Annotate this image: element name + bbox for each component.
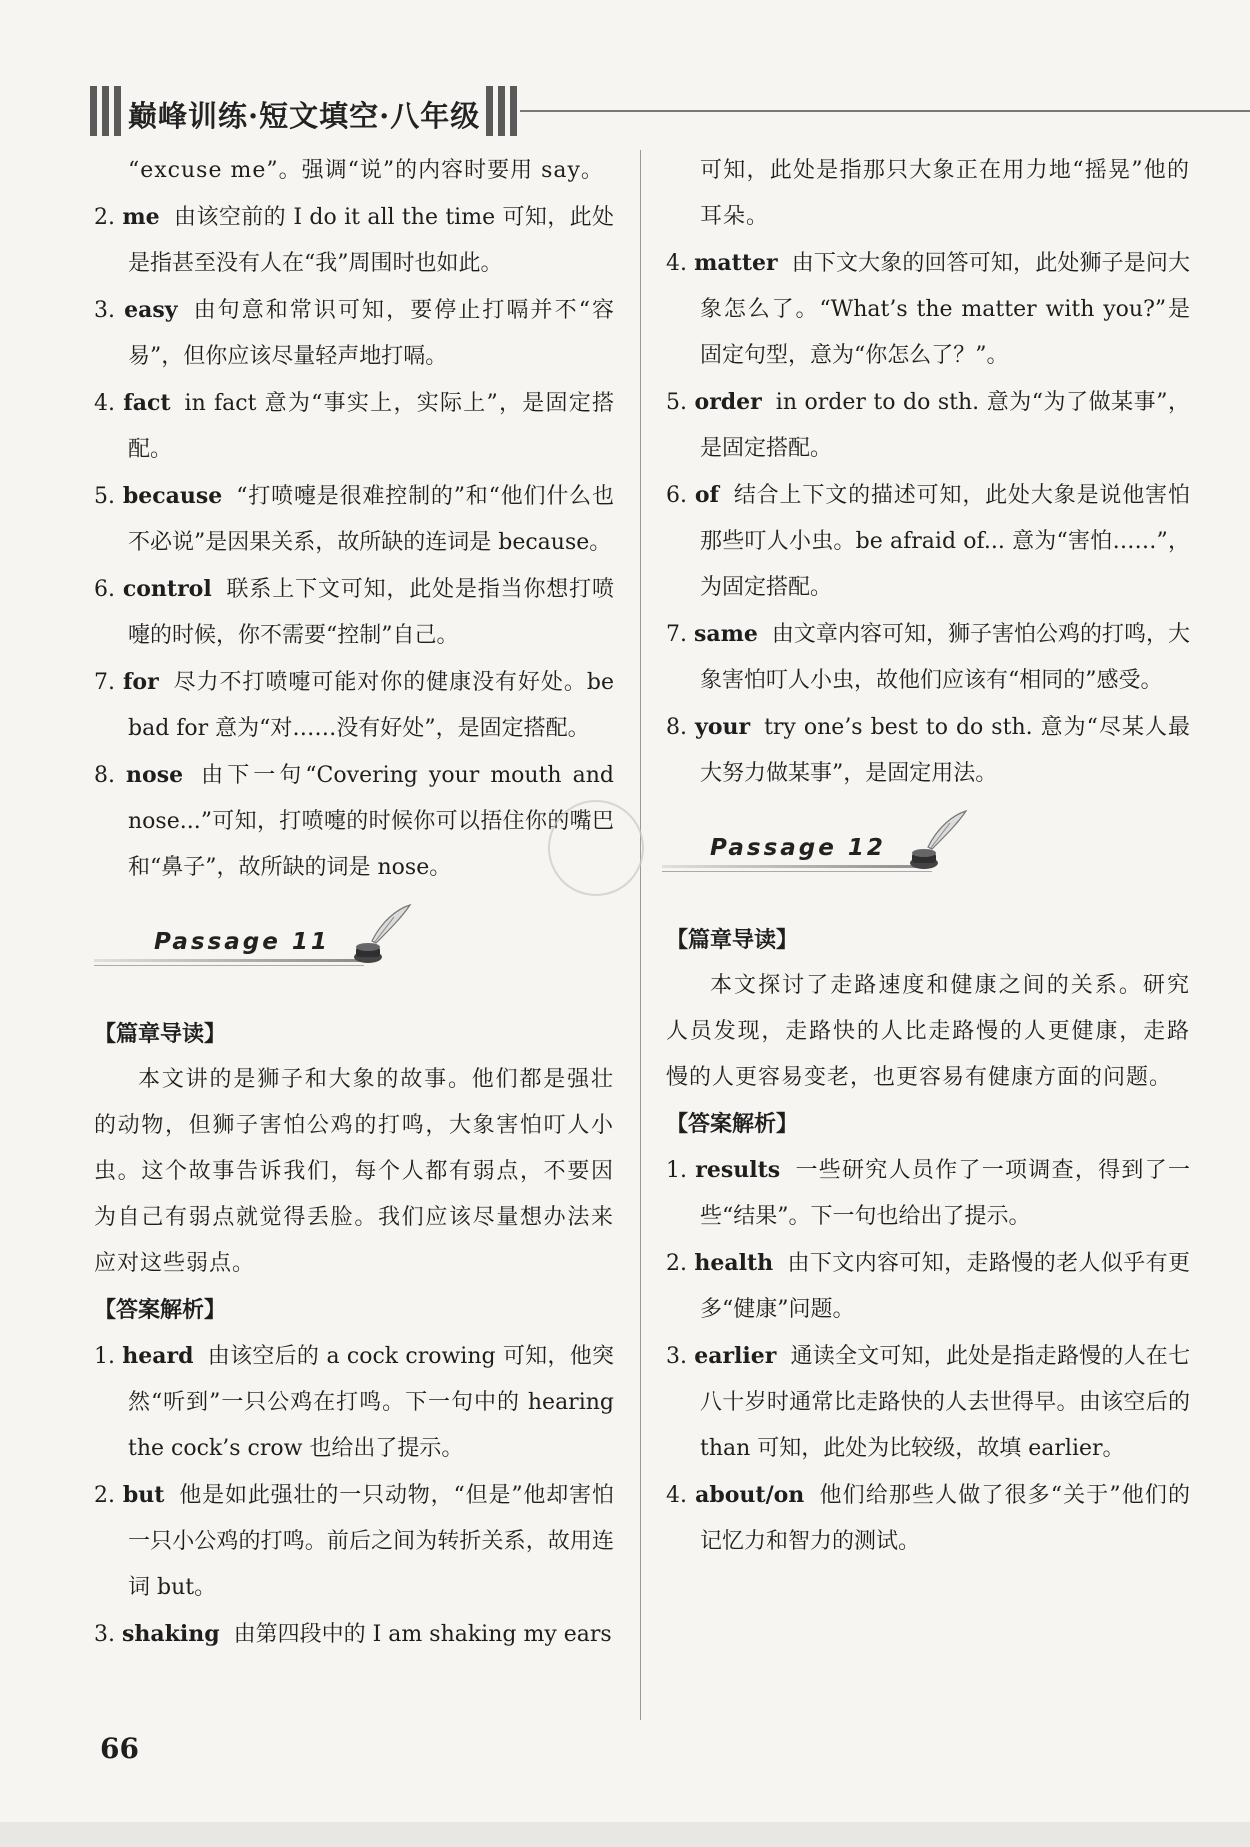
answer-item: 7. for 尽力不打喷嚏可能对你的健康没有好处。be bad for 意为“对……没有好处”，是固定搭配。 <box>94 669 614 741</box>
left-column <box>94 148 614 1658</box>
banner-line <box>94 965 364 966</box>
section-heading: 【答案解析】 <box>666 1111 799 1137</box>
header-title: 巅峰训练·短文填空·八年级 <box>128 99 481 133</box>
answer-item: 6. of 结合上下文的描述可知，此处大象是说他害怕那些叮人小虫。be afraid of... 意为“害怕……”，为固定搭配。 <box>666 482 1190 600</box>
answer-item: 2. me 由该空前的 I do it all the time 可知，此处是指甚至没有人在“我”周围时也如此。 <box>94 204 615 276</box>
watermark-stamp <box>548 800 644 896</box>
answer-item: 1. heard 由该空后的 a cock crowing 可知，他突然“听到”一只公鸡在打鸣。下一句中的 hearing the cock’s crow 也给出了提示。 <box>94 1343 614 1461</box>
answer-item: 3. easy 由句意和常识可知，要停止打嗝并不“容易”，但你应该尽量轻声地打嗝。 <box>94 297 615 369</box>
header-bars-left <box>90 86 121 136</box>
answer-item: 3. earlier 通读全文可知，此处是指走路慢的人在七八十岁时通常比走路快的人去世得早。由该空后的 than 可知，此处为比较级，故填 earlier。 <box>666 1343 1190 1461</box>
answer-item: 7. same 由文章内容可知，狮子害怕公鸡的打鸣，大象害怕叮人小虫，故他们应该有“相同的”感受。 <box>666 621 1190 693</box>
passage-title: Passage 11 <box>154 929 330 955</box>
section-heading: 【篇章导读】 <box>666 927 799 953</box>
banner-line <box>662 871 932 872</box>
continued-text: “excuse me”。强调“说”的内容时要用 say。 <box>128 158 604 183</box>
guide-paragraph: 本文讲的是狮子和大象的故事。他们都是强壮的动物，但狮子害怕公鸡的打鸣，大象害怕叮人小虫。这个故事告诉我们，每个人都有弱点，不要因为自己有弱点就觉得丢脸。我们应该尽量想办法来应对这些弱点。 <box>94 1067 614 1276</box>
header-bars-right <box>486 86 517 136</box>
answer-item: 8. your try one’s best to do sth. 意为“尽某人最大努力做某事”，是固定用法。 <box>666 714 1191 786</box>
passage-12-banner <box>666 807 1190 907</box>
header-rule <box>520 110 1250 112</box>
page-bottom-band <box>0 1822 1250 1847</box>
inkwell-quill-icon <box>342 901 412 971</box>
section-heading: 【答案解析】 <box>94 1297 227 1323</box>
section-heading: 【篇章导读】 <box>94 1021 227 1047</box>
right-column <box>666 148 1190 1565</box>
passage-title: Passage 12 <box>710 835 886 861</box>
page-header <box>90 82 1250 142</box>
answer-item: 4. about/on 他们给那些人做了很多“关于”他们的记忆力和智力的测试。 <box>666 1482 1190 1554</box>
answer-item: 8. nose 由下一句“Covering your mouth and nose...”可知，打喷嚏的时候你可以捂住你的嘴巴和“鼻子”，故所缺的词是 nose。 <box>94 762 614 880</box>
column-divider <box>640 150 641 1720</box>
answer-item: 1. results 一些研究人员作了一项调查，得到了一些“结果”。下一句也给出了提示。 <box>666 1157 1190 1229</box>
page-number: 66 <box>100 1732 139 1765</box>
answer-item: 6. control 联系上下文可知，此处是指当你想打喷嚏的时候，你不需要“控制”自己。 <box>94 576 614 648</box>
answer-item: 2. health 由下文内容可知，走路慢的老人似乎有更多“健康”问题。 <box>666 1250 1190 1322</box>
answer-item: 5. order in order to do sth. 意为“为了做某事”，是固定搭配。 <box>666 389 1190 461</box>
inkwell-quill-icon <box>898 807 968 877</box>
guide-paragraph: 本文探讨了走路速度和健康之间的关系。研究人员发现，走路快的人比走路慢的人更健康，走路慢的人更容易变老，也更容易有健康方面的问题。 <box>666 973 1190 1090</box>
answer-item: 4. fact in fact 意为“事实上，实际上”，是固定搭配。 <box>94 390 614 462</box>
answer-item: 2. but 他是如此强壮的一只动物，“但是”他却害怕一只小公鸡的打鸣。前后之间为转折关系，故用连词 but。 <box>94 1482 614 1600</box>
answer-item: 4. matter 由下文大象的回答可知，此处狮子是问大象怎么了。“What’s the matter with you?”是固定句型，意为“你怎么了？”。 <box>666 250 1190 368</box>
continued-text: 可知，此处是指那只大象正在用力地“摇晃”他的耳朵。 <box>700 158 1190 229</box>
answer-item: 5. because “打喷嚏是很难控制的”和“他们什么也不必说”是因果关系，故所缺的连词是 because。 <box>94 483 614 555</box>
passage-11-banner <box>94 901 614 1001</box>
answer-item: 3. shaking 由第四段中的 I am shaking my ears <box>94 1621 612 1647</box>
